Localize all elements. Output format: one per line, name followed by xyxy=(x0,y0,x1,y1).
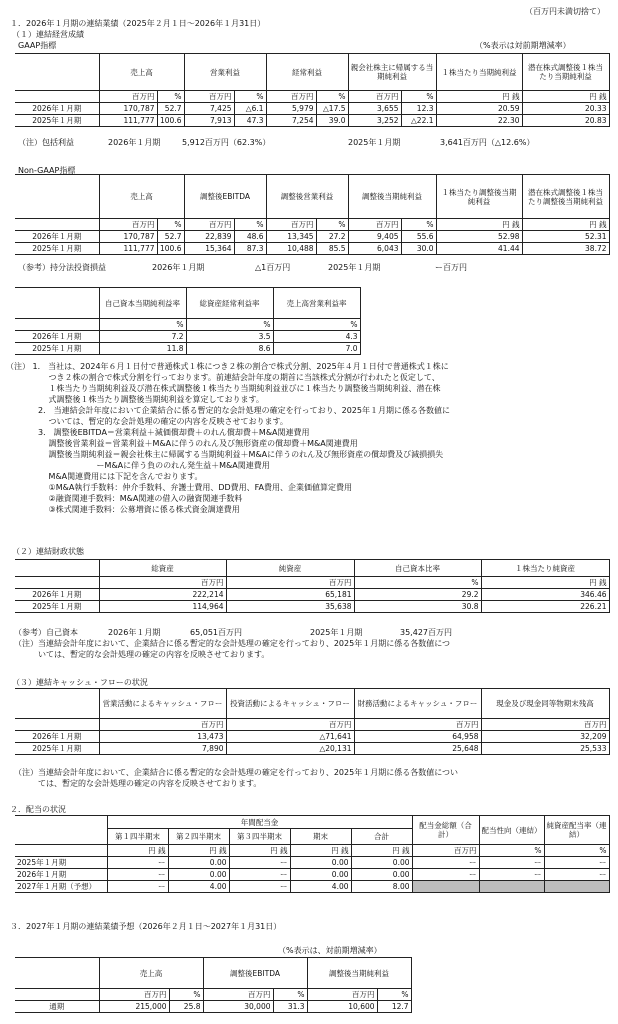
unit: 円 銭 xyxy=(522,219,609,231)
cell: 226.21 xyxy=(481,601,609,613)
row-label: 2025年１月期 xyxy=(15,243,99,255)
cell: ー xyxy=(544,857,609,869)
cash-flow-table xyxy=(15,688,610,755)
note-line: １株当たり当期純利益及び潜在株式調整後１株当たり当期純利益並びに１株当たり調整後当期純利益、潜在株 xyxy=(6,384,441,393)
unit: 円 銭 xyxy=(522,91,609,103)
row-label: 2025年１月期 xyxy=(15,743,99,755)
cell: ー xyxy=(107,869,168,881)
unit: % xyxy=(169,989,203,1001)
cell: 7.0 xyxy=(273,343,360,355)
cell: 0.00 xyxy=(351,869,412,881)
unit: 百万円 xyxy=(184,91,234,103)
unit: % xyxy=(273,989,307,1001)
corner-cell xyxy=(15,288,99,319)
table-row xyxy=(15,1001,411,1013)
gaap-table xyxy=(15,53,610,127)
note-line: ②融資関連手数料：M&A関連の借入の融資関連手数料 xyxy=(6,494,243,503)
unit: 百万円 xyxy=(184,219,234,231)
unit: % xyxy=(401,219,436,231)
unit: 円 銭 xyxy=(107,845,168,857)
corner-cell xyxy=(15,175,99,219)
cell: 13,345 xyxy=(266,231,316,243)
table-row xyxy=(15,881,609,893)
equity-ref-value-1: 65,051百万円 xyxy=(190,628,242,637)
unit: % xyxy=(157,91,184,103)
cell: 7,890 xyxy=(99,743,226,755)
cell: 39.0 xyxy=(316,115,348,127)
financial-position-heading: （２）連結財政状態 xyxy=(12,547,84,556)
table-row xyxy=(15,589,609,601)
col-header: 売上高営業利益率 xyxy=(273,288,360,319)
comprehensive-period-2: 2025年１月期 xyxy=(348,138,401,147)
col-header: 調整後EBITDA xyxy=(184,175,266,219)
cell xyxy=(479,881,544,893)
unit: 百万円 xyxy=(99,577,226,589)
corner-cell xyxy=(15,689,99,719)
section-title: １．2026年１月期の連結業績（2025年２月１日～2026年１月31日） xyxy=(10,19,266,28)
cell: 85.5 xyxy=(316,243,348,255)
unit: 円 銭 xyxy=(481,577,609,589)
unit: 百万円 xyxy=(226,577,354,589)
note-line: （注） 1． 当社は、2024年６月１日付で普通株式１株につき２株の割合で株式分割、2025年４月１日付で普通株式１株に xyxy=(6,362,449,371)
cell: 30.8 xyxy=(354,601,481,613)
unit: 百万円 xyxy=(99,91,157,103)
note-line: ③株式関連手数料：公募増資に係る株式資金調達費用 xyxy=(6,505,240,514)
cell: 20.59 xyxy=(436,103,522,115)
col-header: 第１四半期末 xyxy=(107,829,168,845)
cell: 170,787 xyxy=(99,103,157,115)
equity-ref-period-2: 2025年１月期 xyxy=(310,628,363,637)
dividends-table xyxy=(15,815,610,893)
equity-method-period-1: 2026年１月期 xyxy=(152,263,205,272)
unit: % xyxy=(544,845,609,857)
cell: 11.8 xyxy=(99,343,186,355)
unit: 百万円 xyxy=(412,845,479,857)
table-row xyxy=(15,601,609,613)
col-header: 売上高 xyxy=(99,958,203,989)
col-header: 第３四半期末 xyxy=(229,829,290,845)
col-header: 合計 xyxy=(351,829,412,845)
cell: 52.7 xyxy=(157,231,184,243)
cell: 111,777 xyxy=(99,115,157,127)
cash-flow-heading: （３）連結キャッシュ・フローの状況 xyxy=(12,678,148,687)
table-row xyxy=(15,231,609,243)
col-header: 純資産 xyxy=(226,560,354,577)
comprehensive-period-1: 2026年１月期 xyxy=(108,138,161,147)
row-label: 2026年１月期 xyxy=(15,731,99,743)
financial-position-table xyxy=(15,559,610,613)
cell: 47.3 xyxy=(234,115,266,127)
cell: 15,364 xyxy=(184,243,234,255)
unit: % xyxy=(377,989,411,1001)
notes-block xyxy=(6,361,450,515)
unit: % xyxy=(316,91,348,103)
unit: 百万円 xyxy=(307,989,377,1001)
unit: 百万円 xyxy=(99,219,157,231)
cell: 13,473 xyxy=(99,731,226,743)
cell: 0.00 xyxy=(351,857,412,869)
table-row xyxy=(15,103,609,115)
cell: 7,425 xyxy=(184,103,234,115)
unit: 百万円 xyxy=(99,719,226,731)
cell: 35,638 xyxy=(226,601,354,613)
comprehensive-label: （注）包括利益 xyxy=(18,138,74,147)
row-label: 2025年１月期 xyxy=(15,857,107,869)
col-header: 自己資本当期純利益率 xyxy=(99,288,186,319)
unit: 百万円 xyxy=(99,989,169,1001)
corner-cell xyxy=(15,560,99,577)
cell: ー xyxy=(544,869,609,881)
cell: 100.6 xyxy=(157,115,184,127)
cell: 38.72 xyxy=(522,243,609,255)
note-line: ついては、暫定的な会計処理の確定の内容を反映させております。 xyxy=(6,417,288,426)
col-header: 第２四半期末 xyxy=(168,829,229,845)
cell: 41.44 xyxy=(436,243,522,255)
cell: 10,600 xyxy=(307,1001,377,1013)
col-header: 自己資本比率 xyxy=(354,560,481,577)
cell: 3,252 xyxy=(348,115,401,127)
note-line: ①M&A執行手数料：仲介手数料、弁護士費用、DD費用、FA費用、企業価値算定費用 xyxy=(6,483,352,492)
cell: ー xyxy=(107,857,168,869)
cell: 346.46 xyxy=(481,589,609,601)
col-header: 潜在株式調整後１株当たり当期純利益 xyxy=(522,54,609,91)
note-line: （注）当連結会計年度において、企業結合に係る暫定的な会計処理の確定を行っており、2025年１月期に係る各数値につ xyxy=(14,639,451,648)
note-line: いては、暫定的な会計処理の確定の内容を反映させております。 xyxy=(14,650,270,659)
row-label: 2027年１月期（予想） xyxy=(15,881,107,893)
cell: 3.5 xyxy=(186,331,273,343)
cell: 4.00 xyxy=(290,881,351,893)
cell: 25.8 xyxy=(169,1001,203,1013)
unit: % xyxy=(186,319,273,331)
row-label: 2025年１月期 xyxy=(15,601,99,613)
col-header: 調整後当期純利益 xyxy=(307,958,411,989)
unit-label xyxy=(15,91,99,103)
operating-results-heading: （１）連結経営成績 xyxy=(12,30,84,39)
cell: 52.31 xyxy=(522,231,609,243)
cell: 7.2 xyxy=(99,331,186,343)
table-row xyxy=(15,731,609,743)
note-line: （注）当連結会計年度において、企業結合に係る暫定的な会計処理の確定を行っており、2025年１月期に係る各数値につい xyxy=(14,768,459,777)
cell: 114,964 xyxy=(99,601,226,613)
col-header: １株当たり純資産 xyxy=(481,560,609,577)
cell: 20.83 xyxy=(522,115,609,127)
col-header: 親会社株主に帰属する当期純利益 xyxy=(348,54,436,91)
cell: 222,214 xyxy=(99,589,226,601)
unit: 百万円 xyxy=(226,719,354,731)
cell: 215,000 xyxy=(99,1001,169,1013)
cell: 52.98 xyxy=(436,231,522,243)
equity-method-value-2: ー百万円 xyxy=(435,263,467,272)
gaap-label: GAAP指標 xyxy=(18,41,57,50)
unit: % xyxy=(99,319,186,331)
unit: 百万円 xyxy=(266,219,316,231)
pct-note: （%表示は対前期増減率） xyxy=(475,41,571,50)
cell: 111,777 xyxy=(99,243,157,255)
unit: % xyxy=(316,219,348,231)
cell: 52.7 xyxy=(157,103,184,115)
col-header: 売上高 xyxy=(99,175,184,219)
unit: 百万円 xyxy=(266,91,316,103)
cell xyxy=(544,881,609,893)
table-row xyxy=(15,343,360,355)
table-row xyxy=(15,243,609,255)
note-line: つき２株の割合で株式分割を行っております。前連結会計年度の期首に当該株式分割が行われたと仮定して、 xyxy=(6,373,440,382)
cell: ー xyxy=(107,881,168,893)
note-line: 3． 調整後EBITDA＝営業利益＋減価償却費＋のれん償却費＋M&A関連費用 xyxy=(6,428,310,437)
note-line: 式調整後１株当たり調整後当期純利益を算定しております。 xyxy=(6,395,264,404)
cell: ー xyxy=(479,869,544,881)
cell: 31.3 xyxy=(273,1001,307,1013)
cell: ー xyxy=(412,869,479,881)
nongaap-label: Non-GAAP指標 xyxy=(18,166,76,175)
note-line: 調整後営業利益＝営業利益＋M&Aに伴うのれん及び無形資産の償却費＋M&A関連費用 xyxy=(6,439,358,448)
cell: 8.00 xyxy=(351,881,412,893)
unit: 円 銭 xyxy=(436,219,522,231)
unit-label xyxy=(15,845,107,857)
row-label: 2025年１月期 xyxy=(15,115,99,127)
cell: 0.00 xyxy=(290,869,351,881)
table-row xyxy=(15,115,609,127)
unit: 百万円 xyxy=(354,719,481,731)
comprehensive-value-1: 5,912百万円（62.3%） xyxy=(182,138,271,147)
corner-cell xyxy=(15,54,99,91)
cell: 4.00 xyxy=(168,881,229,893)
col-header: 調整後営業利益 xyxy=(266,175,348,219)
cell: 10,488 xyxy=(266,243,316,255)
unit: % xyxy=(234,91,266,103)
nongaap-table xyxy=(15,174,610,255)
unit: 円 銭 xyxy=(290,845,351,857)
row-label: 2026年１月期 xyxy=(15,103,99,115)
unit: % xyxy=(234,219,266,231)
dividends-heading: ２．配当の状況 xyxy=(10,805,66,814)
col-header: 経常利益 xyxy=(266,54,348,91)
col-header: 調整後EBITDA xyxy=(203,958,307,989)
row-label: 2026年１月期 xyxy=(15,331,99,343)
cell: △20,131 xyxy=(226,743,354,755)
col-header: 潜在株式調整後１株当たり調整後当期純利益 xyxy=(522,175,609,219)
ratio-table xyxy=(15,287,361,355)
unit: 円 銭 xyxy=(436,91,522,103)
col-header: 営業活動によるキャッシュ・フロー xyxy=(99,689,226,719)
note-line: M&A関連費用には下記を含んでおります。 xyxy=(6,472,203,481)
equity-ref-label: （参考）自己資本 xyxy=(14,628,78,637)
unit-label xyxy=(15,219,99,231)
cell: 3,655 xyxy=(348,103,401,115)
equity-ref-value-2: 35,427百万円 xyxy=(400,628,452,637)
cell: 64,958 xyxy=(354,731,481,743)
col-header: 純資産配当率（連結） xyxy=(544,816,609,845)
cell: 170,787 xyxy=(99,231,157,243)
row-label: 通期 xyxy=(15,1001,99,1013)
table-row xyxy=(15,743,609,755)
cell: 5,979 xyxy=(266,103,316,115)
cell: 29.2 xyxy=(354,589,481,601)
note-line: 調整後当期純利益＝親会社株主に帰属する当期純利益＋M&Aに伴うのれん及び無形資産の償却費及び減損損失 xyxy=(6,450,444,459)
cell: ー xyxy=(229,857,290,869)
unit: 円 銭 xyxy=(229,845,290,857)
row-label: 2025年１月期 xyxy=(15,343,99,355)
cell: 20.33 xyxy=(522,103,609,115)
cell: 87.3 xyxy=(234,243,266,255)
cell: 27.2 xyxy=(316,231,348,243)
cell: 55.6 xyxy=(401,231,436,243)
cell: 30.0 xyxy=(401,243,436,255)
cell: 100.6 xyxy=(157,243,184,255)
unit: 百万円 xyxy=(348,91,401,103)
col-header: 売上高 xyxy=(99,54,184,91)
table-row xyxy=(15,869,609,881)
cell: △6.1 xyxy=(234,103,266,115)
note-line: ては、暫定的な会計処理の確定の内容を反映させております。 xyxy=(14,779,262,788)
cell: 32,209 xyxy=(481,731,609,743)
unit-label xyxy=(15,577,99,589)
col-header: 総資産経常利益率 xyxy=(186,288,273,319)
equity-method-period-2: 2025年１月期 xyxy=(328,263,381,272)
col-header: 現金及び現金同等物期末残高 xyxy=(481,689,609,719)
col-header: 調整後当期純利益 xyxy=(348,175,436,219)
unit: % xyxy=(479,845,544,857)
forecast-table xyxy=(15,957,412,1013)
unit: 円 銭 xyxy=(168,845,229,857)
col-header: 投資活動によるキャッシュ・フロー xyxy=(226,689,354,719)
equity-method-label: （参考）持分法投資損益 xyxy=(18,263,106,272)
cell: 0.00 xyxy=(168,857,229,869)
unit: 百万円 xyxy=(348,219,401,231)
cell: 22,839 xyxy=(184,231,234,243)
cell: 7,254 xyxy=(266,115,316,127)
cell: ー xyxy=(229,869,290,881)
cell: △71,641 xyxy=(226,731,354,743)
row-label: 2026年１月期 xyxy=(15,589,99,601)
cell: 22.30 xyxy=(436,115,522,127)
equity-method-value-1: △1百万円 xyxy=(255,263,291,272)
note-line: ーM&Aに伴う負ののれん発生益＋M&A関連費用 xyxy=(6,461,270,470)
unit: % xyxy=(354,577,481,589)
unit-note: （百万円未満切捨て） xyxy=(525,7,605,16)
col-header: 期末 xyxy=(290,829,351,845)
unit: % xyxy=(401,91,436,103)
unit: 百万円 xyxy=(481,719,609,731)
col-header: １株当たり調整後当期純利益 xyxy=(436,175,522,219)
table-row xyxy=(15,857,609,869)
unit: 百万円 xyxy=(203,989,273,1001)
corner-cell xyxy=(15,958,99,989)
col-header: 営業利益 xyxy=(184,54,266,91)
forecast-heading: ３．2027年１月期の連結業績予想（2026年２月１日～2027年１月31日） xyxy=(10,922,282,931)
row-label: 2026年１月期 xyxy=(15,869,107,881)
unit-label xyxy=(15,319,99,331)
cell: △17.5 xyxy=(316,103,348,115)
cell: ー xyxy=(412,857,479,869)
cell: ー xyxy=(479,857,544,869)
cell: 0.00 xyxy=(290,857,351,869)
col-header: １株当たり当期純利益 xyxy=(436,54,522,91)
cell: 4.3 xyxy=(273,331,360,343)
cell: 25,648 xyxy=(354,743,481,755)
unit-label xyxy=(15,719,99,731)
unit: 円 銭 xyxy=(351,845,412,857)
comprehensive-value-2: 3,641百万円（△12.6%） xyxy=(440,138,535,147)
note-line: 2． 当連結会計年度において企業結合に係る暫定的な会計処理の確定を行っており、2025年１月期に係る各数値に xyxy=(6,406,450,415)
cell: 12.3 xyxy=(401,103,436,115)
cell: 8.6 xyxy=(186,343,273,355)
cell xyxy=(412,881,479,893)
col-header: 財務活動によるキャッシュ・フロー xyxy=(354,689,481,719)
cell: ー xyxy=(229,881,290,893)
unit: % xyxy=(273,319,360,331)
cell: △22.1 xyxy=(401,115,436,127)
col-header: 配当性向（連結） xyxy=(479,816,544,845)
cell: 7,913 xyxy=(184,115,234,127)
corner-cell xyxy=(15,816,107,845)
cell: 48.6 xyxy=(234,231,266,243)
cell: 25,533 xyxy=(481,743,609,755)
cell: 12.7 xyxy=(377,1001,411,1013)
col-header: 配当金総額（合計） xyxy=(412,816,479,845)
unit-label xyxy=(15,989,99,1001)
table-row xyxy=(15,331,360,343)
forecast-pct-note: （%表示は、対前期増減率） xyxy=(278,946,382,955)
cell: 9,405 xyxy=(348,231,401,243)
group-header: 年間配当金 xyxy=(107,816,412,829)
cell: 6,043 xyxy=(348,243,401,255)
equity-ref-period-1: 2026年１月期 xyxy=(108,628,161,637)
cell: 65,181 xyxy=(226,589,354,601)
cell: 30,000 xyxy=(203,1001,273,1013)
cell: 0.00 xyxy=(168,869,229,881)
col-header: 総資産 xyxy=(99,560,226,577)
row-label: 2026年１月期 xyxy=(15,231,99,243)
unit: % xyxy=(157,219,184,231)
